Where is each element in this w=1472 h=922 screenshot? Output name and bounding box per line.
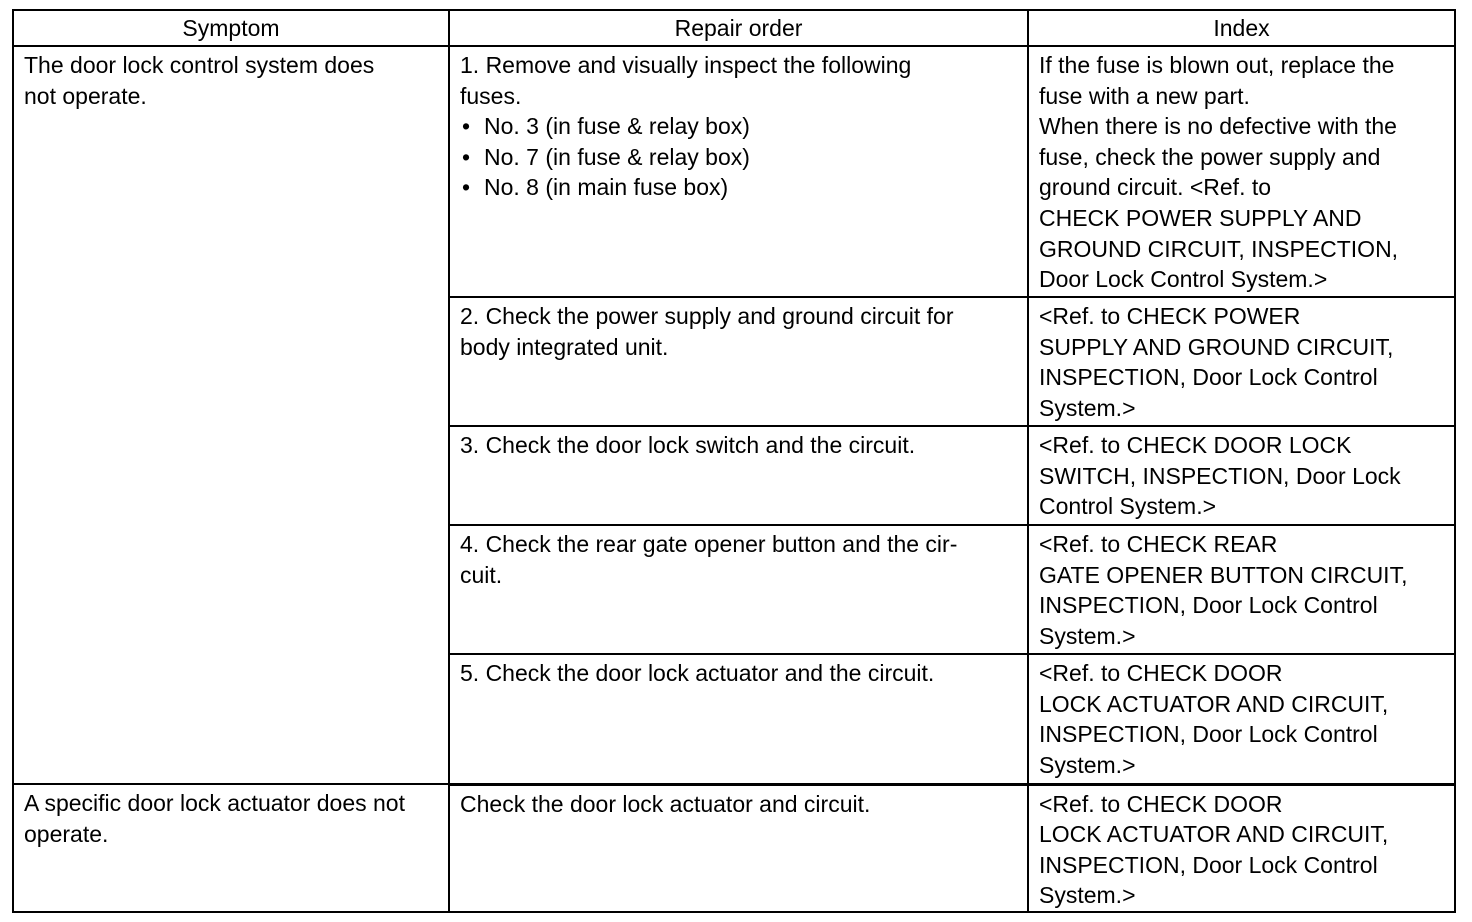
index-text: System.>: [1039, 622, 1136, 649]
bullet-icon: •: [462, 113, 471, 140]
index-text: <Ref. to CHECK REAR: [1039, 531, 1278, 557]
repair-order-cell: [449, 525, 1028, 654]
index-text: <Ref. to CHECK POWER: [1039, 303, 1301, 329]
repair-step-text: fuses.: [460, 82, 522, 109]
repair-step-text: 2. Check the power supply and ground circuit for: [460, 303, 954, 329]
index-cell: [1028, 426, 1455, 525]
table-row: [13, 784, 1455, 912]
index-text: When there is no defective with the: [1039, 113, 1397, 140]
fuse-item-text: No. 3 (in fuse & relay box): [484, 113, 750, 140]
header-repair-order: Repair order: [449, 10, 1028, 46]
repair-order-cell: [449, 426, 1028, 525]
symptom-text: The door lock control system does: [24, 52, 375, 78]
index-cell: [1028, 297, 1455, 426]
index-text: SWITCH, INSPECTION, Door Lock: [1039, 462, 1401, 489]
bullet-icon: •: [462, 143, 471, 170]
index-text: fuse, check the power supply and: [1039, 143, 1381, 170]
symptom-text: A specific door lock actuator does not: [24, 790, 405, 816]
repair-step-text: 5. Check the door lock actuator and the circuit.: [460, 660, 935, 686]
index-text: INSPECTION, Door Lock Control: [1039, 721, 1378, 748]
index-text: System.>: [1039, 882, 1136, 909]
header-symptom: Symptom: [13, 10, 449, 46]
index-text: INSPECTION, Door Lock Control: [1039, 364, 1378, 391]
index-text: <Ref. to CHECK DOOR LOCK: [1039, 432, 1352, 458]
bullet-icon: •: [462, 174, 471, 201]
index-text: System.>: [1039, 751, 1136, 778]
index-text: LOCK ACTUATOR AND CIRCUIT,: [1039, 690, 1389, 717]
symptom-cell: [13, 784, 449, 912]
symptom-text: operate.: [24, 820, 109, 847]
index-text: LOCK ACTUATOR AND CIRCUIT,: [1039, 821, 1389, 848]
index-text: fuse with a new part.: [1039, 82, 1250, 109]
repair-order-cell: [449, 784, 1028, 912]
index-text: ground circuit. <Ref. to: [1039, 174, 1272, 201]
index-text: INSPECTION, Door Lock Control: [1039, 851, 1378, 878]
repair-step-text: cuit.: [460, 561, 503, 588]
list-item: [460, 172, 1019, 203]
index-cell: [1028, 784, 1455, 912]
header-row: [13, 10, 1455, 46]
list-item: [460, 111, 1019, 142]
index-text: GATE OPENER BUTTON CIRCUIT,: [1039, 561, 1408, 588]
header-index: Index: [1028, 10, 1455, 46]
fuse-item-text: No. 7 (in fuse & relay box): [484, 143, 750, 170]
diagnosis-table: [12, 9, 1456, 913]
table-row: [13, 46, 1455, 297]
index-text: System.>: [1039, 394, 1136, 421]
index-text: <Ref. to CHECK DOOR: [1039, 790, 1283, 817]
repair-step-text: 1. Remove and visually inspect the following: [460, 52, 912, 78]
repair-step-text: body integrated unit.: [460, 333, 669, 360]
index-text: Control System.>: [1039, 493, 1217, 520]
index-cell: [1028, 654, 1455, 784]
index-text: INSPECTION, Door Lock Control: [1039, 592, 1378, 619]
index-text: If the fuse is blown out, replace the: [1039, 52, 1395, 78]
fuse-item-text: No. 8 (in main fuse box): [484, 174, 729, 201]
index-text: CHECK POWER SUPPLY AND: [1039, 204, 1362, 231]
list-item: [460, 142, 1019, 173]
index-cell: [1028, 525, 1455, 654]
index-text: SUPPLY AND GROUND CIRCUIT,: [1039, 333, 1394, 360]
repair-step-text: 4. Check the rear gate opener button and the cir-: [460, 531, 958, 557]
repair-step-text: Check the door lock actuator and circuit.: [460, 790, 871, 817]
repair-order-cell: [449, 297, 1028, 426]
repair-order-cell: [449, 654, 1028, 784]
index-text: GROUND CIRCUIT, INSPECTION,: [1039, 235, 1399, 262]
index-cell: [1028, 46, 1455, 297]
index-text: Door Lock Control System.>: [1039, 266, 1328, 293]
repair-order-cell: [449, 46, 1028, 297]
repair-step-text: 3. Check the door lock switch and the circuit.: [460, 432, 916, 458]
index-text: <Ref. to CHECK DOOR: [1039, 660, 1283, 686]
symptom-text: not operate.: [24, 82, 147, 109]
fuse-list: [460, 111, 1019, 203]
symptom-cell: [13, 46, 449, 784]
